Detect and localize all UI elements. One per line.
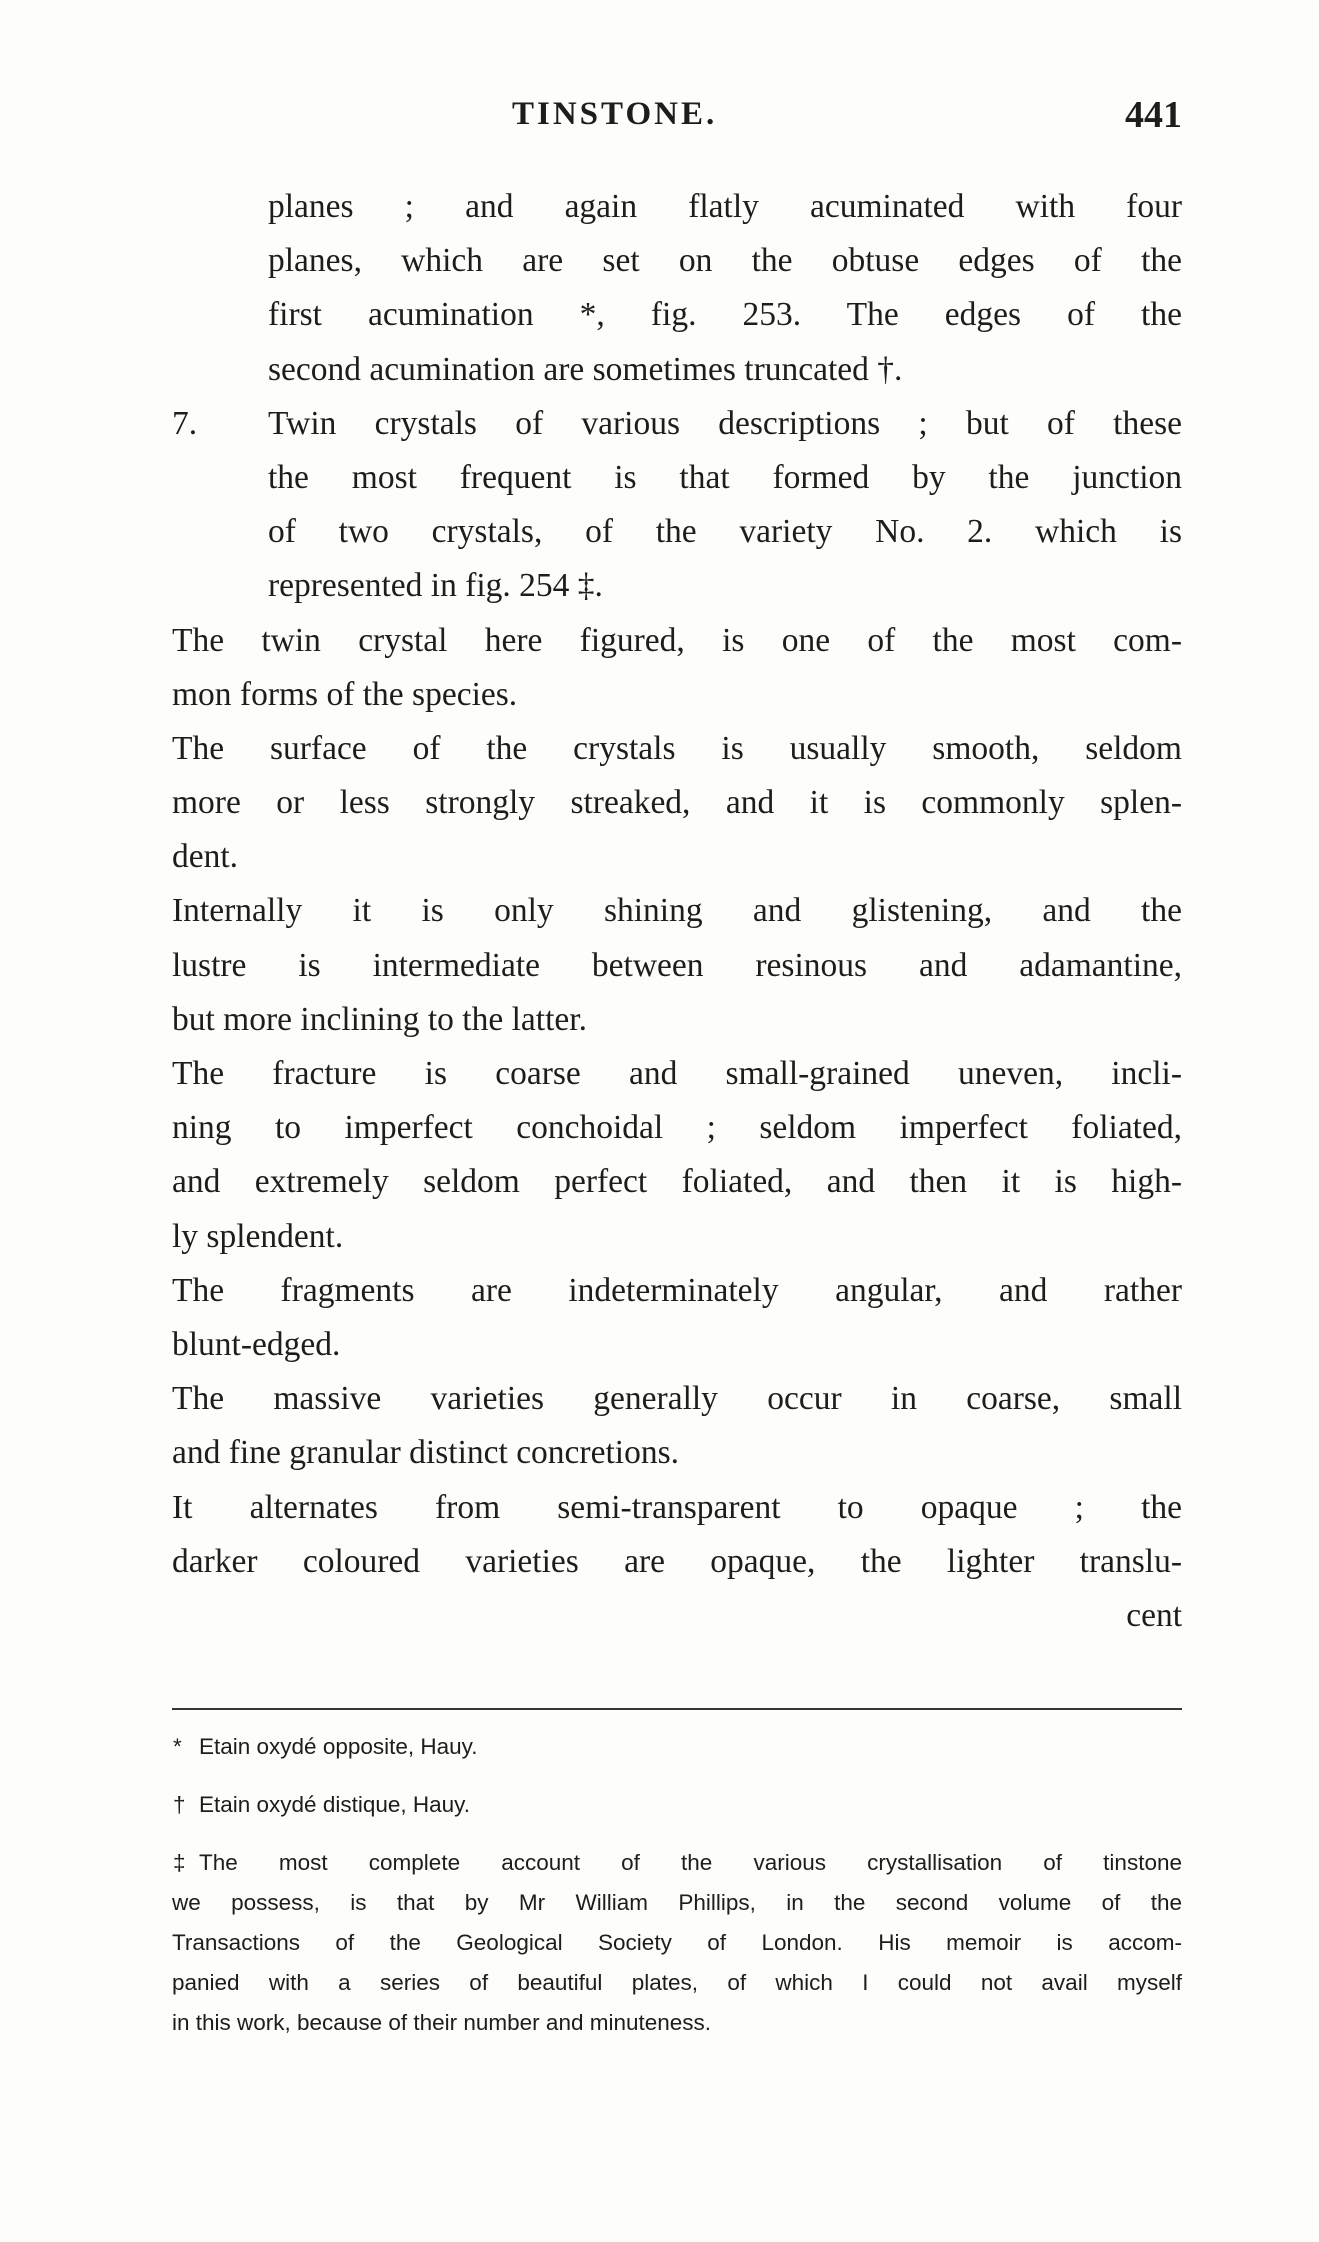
text-line: The fracture is coarse and small-grained uneven, incli- bbox=[172, 1055, 1182, 1092]
footnote bbox=[172, 1727, 1182, 1767]
footnote-line: in this work, because of their number and minuteness. bbox=[172, 2010, 712, 2035]
text-line: The twin crystal here figured, is one of the most com- bbox=[172, 621, 1182, 659]
body-text bbox=[172, 180, 1182, 1643]
text-line: second acumination are sometimes truncated †. bbox=[268, 350, 903, 388]
text-line: and fine granular distinct concretions. bbox=[172, 1434, 679, 1472]
text-line: dent. bbox=[172, 838, 239, 876]
page-number: 441 bbox=[1125, 94, 1182, 136]
text-line: ning to imperfect conchoidal ; seldom imperfect foliated, bbox=[172, 1109, 1182, 1147]
text-line: darker coloured varieties are opaque, the lighter translu- bbox=[172, 1542, 1182, 1580]
footnotes bbox=[172, 1727, 1182, 2043]
footnote-text: The most complete account of the various crystallisation of tinstone bbox=[199, 1850, 1182, 1875]
text-line: the most frequent is that formed by the junction bbox=[268, 458, 1182, 496]
footnote-line: panied with a series of beautiful plates, of which I could not avail myself bbox=[172, 1970, 1182, 1995]
text-line: Internally it is only shining and glistening, and the bbox=[172, 892, 1182, 930]
text-line: cent bbox=[1126, 1596, 1182, 1634]
footnote-line: we possess, is that by Mr William Phillips, in the second volume of the bbox=[172, 1890, 1182, 1915]
text-line: more or less strongly streaked, and it is commonly splen- bbox=[172, 784, 1182, 822]
footnote-text: Etain oxydé distique, Hauy. bbox=[199, 1792, 470, 1817]
footnote-text: Etain oxydé opposite, Hauy. bbox=[199, 1734, 478, 1759]
text-line: planes ; and again flatly acuminated with four bbox=[268, 188, 1182, 225]
footnote bbox=[172, 1785, 1182, 1825]
text-line: planes, which are set on the obtuse edges of the bbox=[268, 242, 1182, 280]
text-line: The surface of the crystals is usually smooth, seldom bbox=[172, 729, 1182, 767]
text-line: of two crystals, of the variety No. 2. which is bbox=[268, 513, 1182, 551]
item-number: 7. bbox=[172, 404, 198, 442]
text-line: and extremely seldom perfect foliated, and then it is high- bbox=[172, 1163, 1182, 1201]
text-line: It alternates from semi-transparent to opaque ; the bbox=[172, 1488, 1182, 1526]
footnote-mark: * bbox=[173, 1734, 182, 1759]
footnote-mark: ‡ bbox=[173, 1850, 186, 1875]
footnote bbox=[172, 1843, 1182, 1883]
text-line: represented in fig. 254 ‡. bbox=[268, 567, 603, 605]
running-head bbox=[172, 96, 1182, 146]
text-line: The massive varieties generally occur in coarse, small bbox=[172, 1380, 1182, 1418]
text-line: Twin crystals of various descriptions ; but of these bbox=[268, 404, 1182, 442]
text-line: lustre is intermediate between resinous and adamantine, bbox=[172, 946, 1182, 984]
footnote-mark: † bbox=[173, 1792, 186, 1817]
footnote-rule bbox=[172, 1708, 1182, 1710]
text-line: ly splendent. bbox=[172, 1217, 344, 1255]
running-title: TINSTONE. bbox=[512, 96, 718, 132]
footnote-line: Transactions of the Geological Society of London. His memoir is accom- bbox=[172, 1930, 1182, 1955]
numbered-item-line bbox=[172, 397, 1182, 451]
text-line: The fragments are indeterminately angular, and rather bbox=[172, 1271, 1182, 1309]
text-line: blunt-edged. bbox=[172, 1325, 341, 1363]
text-line: but more inclining to the latter. bbox=[172, 1000, 587, 1038]
text-line: mon forms of the species. bbox=[172, 675, 518, 713]
text-line: first acumination *, fig. 253. The edges of the bbox=[268, 296, 1182, 334]
